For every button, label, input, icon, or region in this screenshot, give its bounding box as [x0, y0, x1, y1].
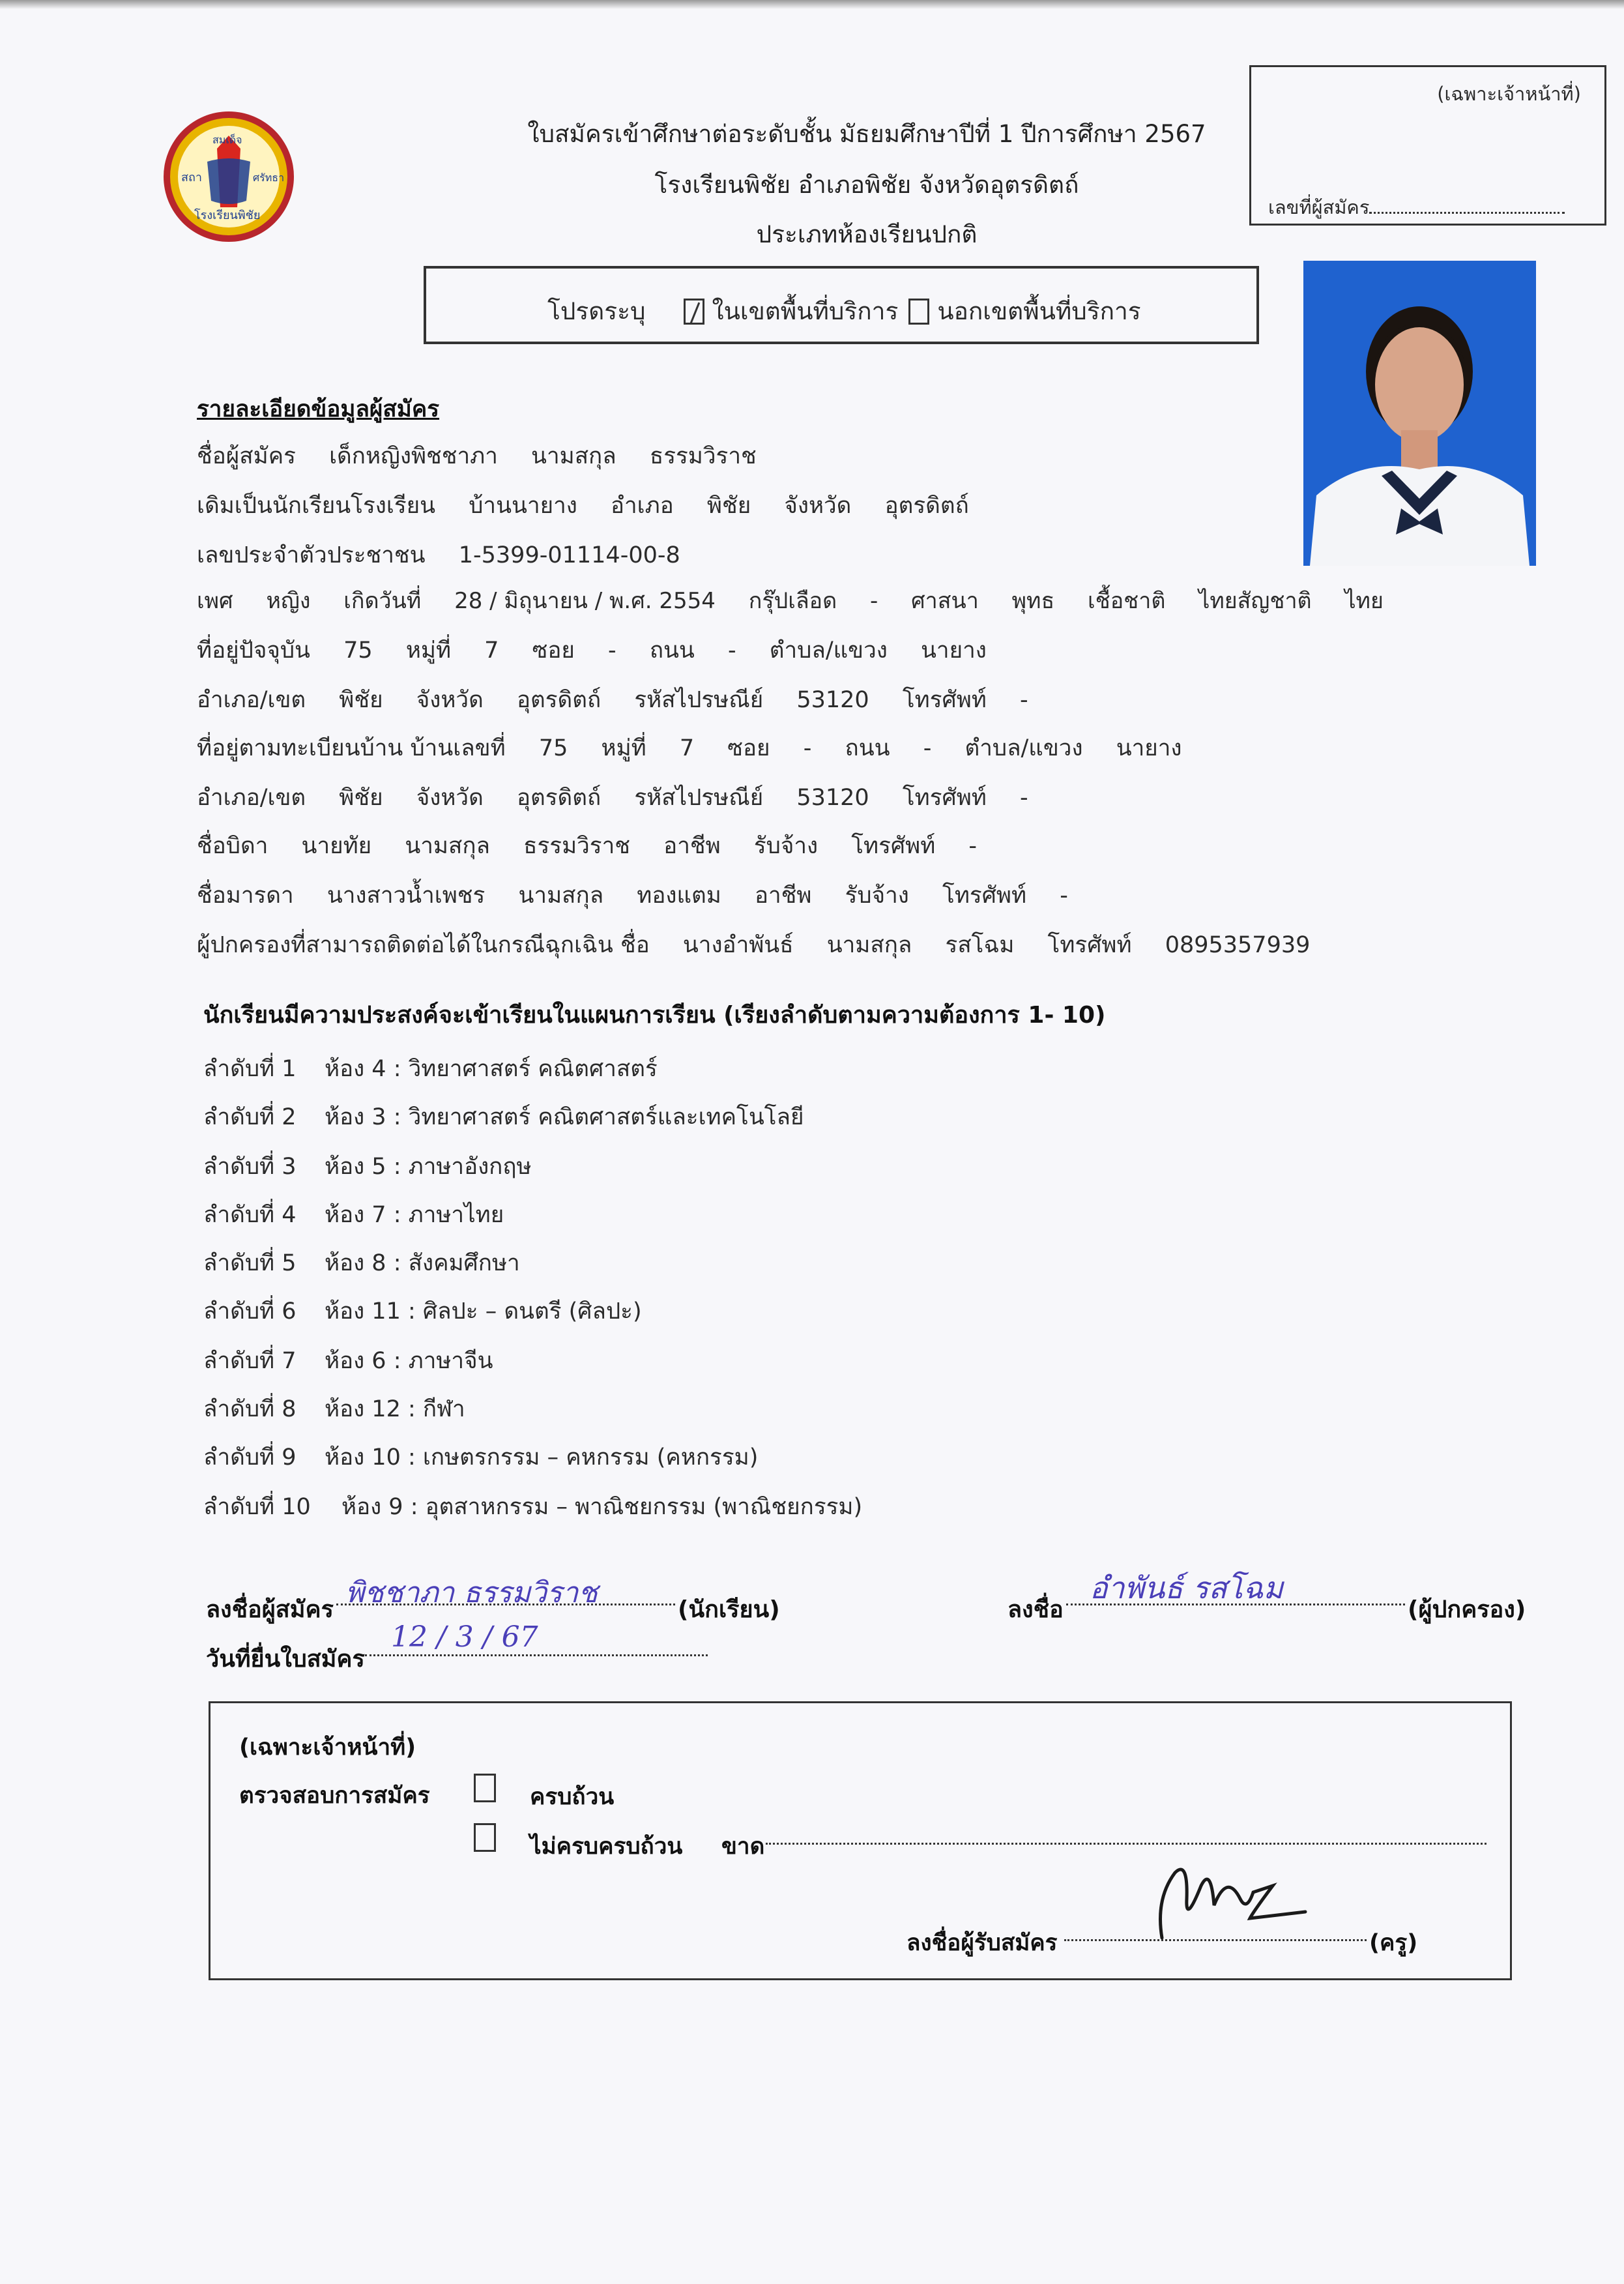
preference-plan[interactable]: ห้อง 11 : ศิลปะ – ดนตรี (ศิลปะ) [325, 1298, 642, 1325]
guardian-surname[interactable]: รสโฉม [945, 932, 1015, 958]
guardian-signature-suffix: (ผู้ปกครอง) [1408, 1596, 1526, 1623]
complete-label: ครบถ้วน [530, 1784, 615, 1810]
row-personal [197, 583, 1384, 618]
application-number-label: เลขที่ผู้สมัคร [1268, 196, 1370, 218]
preferences-title: นักเรียนมีความประสงค์จะเข้าเรียนในแผนการเรียน (เรียงลำดับตามความต้องการ 1- 10) [203, 1002, 1106, 1029]
preference-item [203, 1489, 862, 1525]
ethnicity[interactable]: ไทยสัญชาติ [1198, 588, 1312, 614]
logo-text-mid: สมเด็จ [212, 134, 242, 146]
row-guardian [197, 927, 1310, 963]
registered-soi[interactable]: - [803, 735, 812, 761]
current-phone[interactable]: - [1020, 687, 1028, 713]
row-id-number [197, 537, 680, 573]
applicant-signature-handwriting: พิชชาภา ธรรมวิราช [345, 1576, 598, 1609]
preference-item [203, 1293, 642, 1329]
preference-item [203, 1197, 504, 1233]
school-logo [162, 110, 296, 244]
service-area-label: โปรดระบุ [547, 297, 646, 325]
row-father [197, 828, 977, 864]
preference-rank: ลำดับที่ 6 [203, 1298, 297, 1325]
name-label: ชื่อผู้สมัคร [197, 443, 296, 469]
registered-phone[interactable]: - [1020, 785, 1028, 811]
prev-province-label: จังหวัด [784, 493, 852, 519]
preference-rank: ลำดับที่ 4 [203, 1202, 297, 1228]
current-subdistrict-label: ตำบล/แขวง [769, 637, 888, 664]
mother-label: ชื่อมารดา [197, 883, 294, 909]
current-soi[interactable]: - [608, 637, 616, 664]
mother-name[interactable]: นางสาวน้ำเพชร [326, 883, 486, 909]
office-use-box [1249, 65, 1606, 226]
preference-item [203, 1099, 804, 1135]
preference-plan[interactable]: ห้อง 4 : วิทยาศาสตร์ คณิตศาสตร์ [325, 1056, 658, 1082]
out-area-checkbox[interactable] [908, 299, 929, 325]
preference-item [203, 1051, 658, 1087]
religion[interactable]: พุทธ [1011, 588, 1055, 614]
submit-date-handwriting: 12 / 3 / 67 [391, 1620, 538, 1654]
applicant-name[interactable]: เด็กหญิงพิชชาภา [329, 443, 498, 469]
prev-district[interactable]: พิชัย [706, 493, 751, 519]
preference-item [203, 1439, 758, 1475]
applicant-photo [1303, 261, 1536, 566]
registered-road-label: ถนน [845, 735, 890, 761]
ethnicity-label: เชื้อชาติ [1088, 588, 1166, 614]
current-moo[interactable]: 7 [484, 637, 499, 664]
registered-moo[interactable]: 7 [679, 735, 695, 761]
preference-rank: ลำดับที่ 10 [203, 1494, 311, 1520]
row-registered-address-1 [197, 730, 1182, 766]
preference-plan[interactable]: ห้อง 5 : ภาษาอังกฤษ [325, 1154, 532, 1180]
guardian-signature-label: ลงชื่อ [1008, 1596, 1064, 1623]
guardian-phone[interactable]: 0895357939 [1165, 932, 1311, 958]
preference-plan[interactable]: ห้อง 10 : เกษตรกรรม – คหกรรม (คหกรรม) [325, 1444, 759, 1471]
receiver-signature-suffix: (ครู) [1369, 1930, 1418, 1956]
mother-job-label: อาชีพ [754, 883, 812, 909]
incomplete-label: ไม่ครบครบถ้วน [530, 1834, 683, 1860]
registered-soi-label: ซอย [727, 735, 770, 761]
registered-address-label: ที่อยู่ตามทะเบียนบ้าน บ้านเลขที่ [197, 735, 506, 761]
preference-plan[interactable]: ห้อง 9 : อุตสาหกรรม – พาณิชยกรรม (พาณิชยกรรม) [341, 1494, 863, 1520]
preference-rank: ลำดับที่ 2 [203, 1104, 297, 1130]
preference-item [203, 1391, 465, 1427]
preference-item [203, 1343, 493, 1379]
service-area-box [424, 266, 1259, 344]
office-section-title: (เฉพาะเจ้าหน้าที่) [239, 1735, 416, 1761]
preference-rank: ลำดับที่ 9 [203, 1444, 297, 1471]
guardian-phone-label: โทรศัพท์ [1047, 932, 1132, 958]
preference-plan[interactable]: ห้อง 3 : วิทยาศาสตร์ คณิตศาสตร์และเทคโนโลยี [325, 1104, 804, 1130]
current-address-label: ที่อยู่ปัจจุบัน [197, 637, 310, 664]
surname-label: นามสกุล [531, 443, 616, 469]
prev-school-label: เดิมเป็นนักเรียนโรงเรียน [197, 493, 436, 519]
application-number-dots [1369, 212, 1565, 214]
scan-edge [0, 0, 1624, 9]
registered-district-label: อำเภอ/เขต [197, 785, 306, 811]
blood-label: กรุ๊ปเลือด [748, 588, 837, 614]
current-province[interactable]: อุตรดิตถ์ [516, 687, 602, 713]
preference-rank: ลำดับที่ 3 [203, 1154, 297, 1180]
registered-province[interactable]: อุตรดิตถ์ [516, 785, 602, 811]
preference-plan[interactable]: ห้อง 6 : ภาษาจีน [325, 1348, 493, 1374]
registered-road[interactable]: - [923, 735, 932, 761]
application-number-field[interactable] [1268, 192, 1565, 222]
out-area-label: นอกเขตพื้นที่บริการ [937, 297, 1141, 325]
id-number[interactable]: 1-5399-01114-00-8 [458, 542, 680, 568]
guardian-name[interactable]: นางอำพันธ์ [682, 932, 794, 958]
guardian-label: ผู้ปกครองที่สามารถติดต่อได้ในกรณีฉุกเฉิน ชื่อ [197, 932, 650, 958]
logo-text-right: ศรัทธา [253, 171, 285, 184]
form-title-line3: ประเภทห้องเรียนปกติ [756, 220, 978, 248]
registered-house-no[interactable]: 75 [538, 735, 568, 761]
preference-item [203, 1245, 520, 1281]
mother-job[interactable]: รับจ้าง [845, 883, 909, 909]
mother-phone-label: โทรศัพท์ [942, 883, 1027, 909]
form-title-line2: โรงเรียนพิชัย อำเภอพิชัย จังหวัดอุตรดิตถ์ [654, 171, 1079, 199]
father-job-label: อาชีพ [663, 833, 721, 859]
logo-text-left: สถา [181, 171, 202, 184]
preference-rank: ลำดับที่ 1 [203, 1056, 297, 1082]
preference-item [203, 1149, 532, 1184]
registered-subdistrict[interactable]: นายาง [1116, 735, 1182, 761]
row-mother [197, 877, 1068, 913]
applicant-signature-suffix: (นักเรียน) [678, 1596, 780, 1623]
applicant-signature-label: ลงชื่อผู้สมัคร [206, 1596, 334, 1623]
preference-plan[interactable]: ห้อง 8 : สังคมศึกษา [325, 1250, 520, 1276]
nationality[interactable]: ไทย [1344, 588, 1384, 614]
prev-district-label: อำเภอ [611, 493, 674, 519]
check-application-label: ตรวจสอบการสมัคร [239, 1783, 430, 1809]
current-road[interactable]: - [728, 637, 736, 664]
guardian-signature-handwriting: อำพันธ์ รสโฉม [1090, 1570, 1284, 1605]
current-province-label: จังหวัด [416, 687, 484, 713]
religion-label: ศาสนา [911, 588, 979, 614]
current-district[interactable]: พิชัย [339, 687, 383, 713]
father-phone[interactable]: - [968, 833, 978, 859]
prev-province[interactable]: อุตรดิตถ์ [884, 493, 969, 519]
missing-label: ขาด [721, 1834, 765, 1860]
applicant-surname[interactable]: ธรรมวิราช [649, 443, 757, 469]
sex-label: เพศ [197, 588, 233, 614]
submit-date-line[interactable] [365, 1654, 708, 1656]
current-house-no[interactable]: 75 [343, 637, 373, 664]
row-previous-school [197, 488, 969, 523]
incomplete-checkbox[interactable] [474, 1823, 496, 1852]
current-road-label: ถนน [649, 637, 695, 664]
preference-plan[interactable]: ห้อง 12 : กีฬา [325, 1396, 465, 1422]
current-phone-label: โทรศัพท์ [902, 687, 987, 713]
receiver-signature-scribble [1136, 1847, 1331, 1944]
row-current-address-2 [197, 682, 1028, 718]
registered-moo-label: หมู่ที่ [601, 735, 646, 761]
registered-postcode[interactable]: 53120 [796, 785, 869, 811]
registered-subdistrict-label: ตำบล/แขวง [964, 735, 1083, 761]
id-label: เลขประจำตัวประชาชน [197, 542, 426, 568]
in-area-label: ในเขตพื้นที่บริการ [712, 297, 899, 325]
mother-phone[interactable]: - [1060, 883, 1068, 909]
row-registered-address-2 [197, 780, 1028, 815]
applicant-section-title: รายละเอียดข้อมูลผู้สมัคร [197, 396, 440, 422]
sex[interactable]: หญิง [266, 588, 311, 614]
registered-province-label: จังหวัด [416, 785, 484, 811]
preference-rank: ลำดับที่ 7 [203, 1348, 297, 1374]
current-subdistrict[interactable]: นายาง [921, 637, 987, 664]
missing-items-line[interactable] [766, 1843, 1486, 1845]
prev-school[interactable]: บ้านนายาง [469, 493, 577, 519]
current-moo-label: หมู่ที่ [405, 637, 452, 664]
form-title-line1: ใบสมัครเข้าศึกษาต่อระดับชั้น มัธยมศึกษาปีที่ 1 ปีการศึกษา 2567 [527, 120, 1206, 148]
blood[interactable]: - [869, 588, 878, 614]
father-name[interactable]: นายทัย [301, 833, 372, 859]
dob-label: เกิดวันที่ [343, 588, 422, 614]
mother-surname-label: นามสกุล [518, 883, 604, 909]
complete-checkbox[interactable] [474, 1774, 496, 1802]
current-postcode[interactable]: 53120 [796, 687, 869, 713]
preference-plan[interactable]: ห้อง 7 : ภาษาไทย [325, 1202, 504, 1228]
office-only-note: (เฉพาะเจ้าหน้าที่) [1437, 83, 1581, 105]
submit-date-label: วันที่ยื่นใบสมัคร [206, 1646, 365, 1673]
in-area-checkbox[interactable] [684, 299, 704, 325]
row-name [197, 438, 757, 474]
father-job[interactable]: รับจ้าง [753, 833, 819, 859]
father-surname[interactable]: ธรรมวิราช [523, 833, 631, 859]
mother-surname[interactable]: ทองแตม [637, 883, 721, 909]
father-phone-label: โทรศัพท์ [851, 833, 936, 859]
dob[interactable]: 28 / มิถุนายน / พ.ศ. 2554 [454, 588, 716, 614]
logo-text-bottom: โรงเรียนพิชัย [194, 209, 261, 222]
father-label: ชื่อบิดา [197, 833, 268, 859]
preference-rank: ลำดับที่ 8 [203, 1396, 297, 1422]
row-current-address-1 [197, 632, 987, 668]
registered-phone-label: โทรศัพท์ [902, 785, 987, 811]
current-district-label: อำเภอ/เขต [197, 687, 306, 713]
current-soi-label: ซอย [532, 637, 575, 664]
registered-postcode-label: รหัสไปรษณีย์ [634, 785, 764, 811]
registered-district[interactable]: พิชัย [339, 785, 383, 811]
office-verification-box [209, 1701, 1512, 1980]
preference-rank: ลำดับที่ 5 [203, 1250, 297, 1276]
receiver-signature-label: ลงชื่อผู้รับสมัคร [906, 1930, 1058, 1956]
father-surname-label: นามสกุล [405, 833, 490, 859]
guardian-surname-label: นามสกุล [826, 932, 912, 958]
current-postcode-label: รหัสไปรษณีย์ [634, 687, 764, 713]
